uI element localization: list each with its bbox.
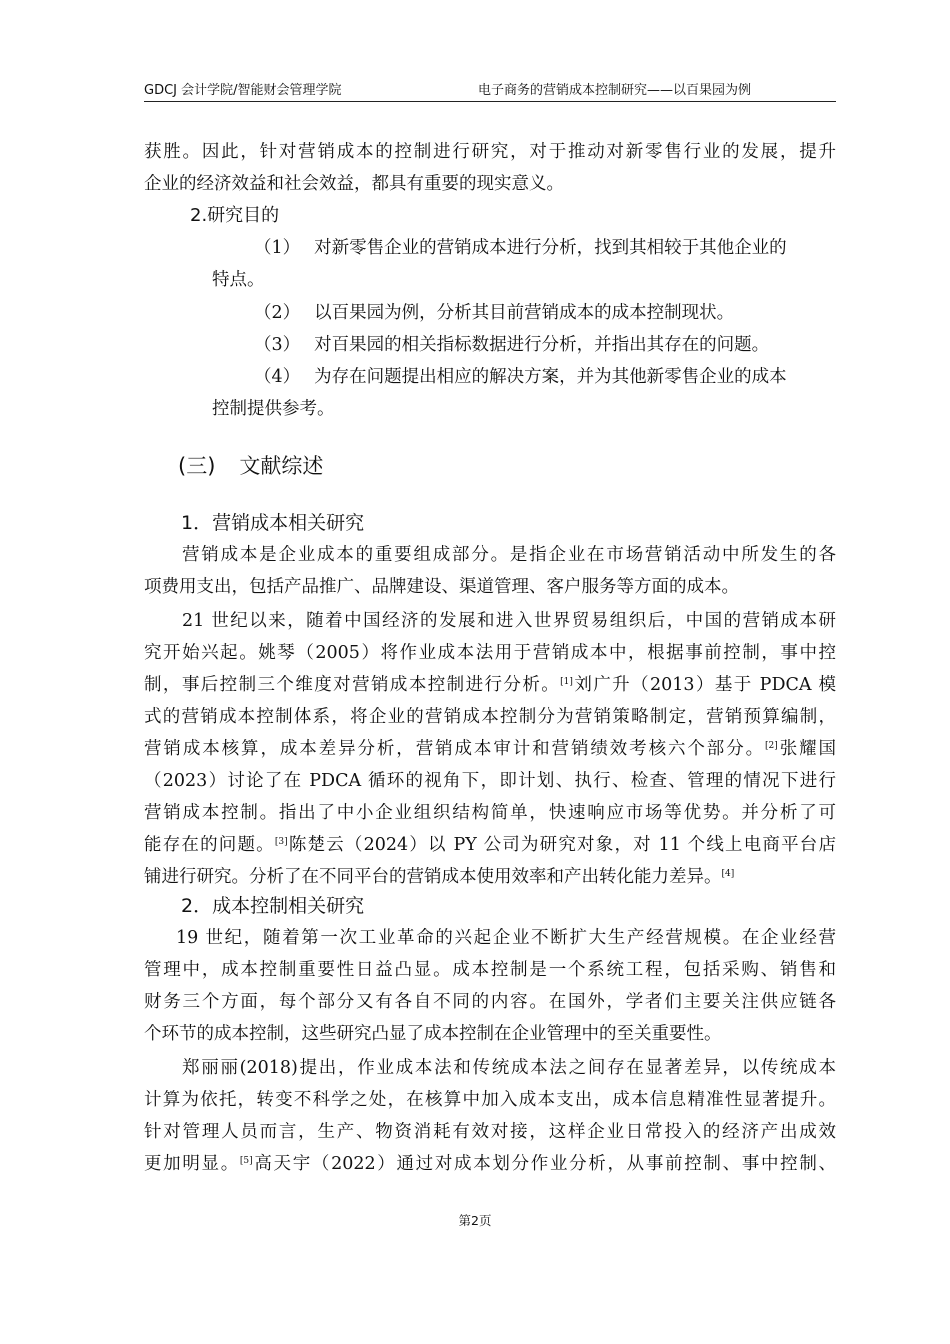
paragraph-line: 营销成本是企业成本的重要组成部分。是指企业在市场营销活动中所发生的各 bbox=[182, 545, 836, 565]
citation: [3] bbox=[274, 837, 288, 847]
text-run: 营销成本核算，成本差异分析，营销成本审计和营销绩效考核六个部分。 bbox=[144, 739, 766, 759]
text-run: 制，事后控制三个维度对营销成本控制进行分析。 bbox=[144, 675, 561, 695]
section-number: (三) bbox=[178, 454, 216, 478]
paragraph-line: 个环节的成本控制，这些研究凸显了成本控制在企业管理中的至关重要性。 bbox=[144, 1024, 722, 1044]
text-run: 张耀国 bbox=[777, 739, 837, 759]
paragraph-line: 财务三个方面，每个部分又有各自不同的内容。在国外，学者们主要关注供应链各 bbox=[144, 992, 836, 1012]
paragraph-line bbox=[144, 674, 836, 696]
list-item-number: （4） bbox=[254, 367, 301, 387]
list-item bbox=[254, 334, 769, 356]
list-item bbox=[254, 366, 787, 388]
paragraph-line bbox=[144, 1153, 836, 1175]
paragraph-line: 管理中，成本控制重要性日益凸显。成本控制是一个系统工程，包括采购、销售和 bbox=[144, 960, 836, 980]
text-run: 铺进行研究。分析了在不同平台的营销成本使用效率和产出转化能力差异。 bbox=[144, 867, 722, 887]
list-item-number: （2） bbox=[254, 303, 301, 323]
text-run: 陈楚云（2024）以 PY 公司为研究对象，对 11 个线上电商平台店 bbox=[287, 835, 836, 855]
text-run: 能存在的问题。 bbox=[144, 835, 275, 855]
paragraph-line: 项费用支出，包括产品推广、品牌建设、渠道管理、客户服务等方面的成本。 bbox=[144, 577, 739, 597]
paragraph-line: 究开始兴起。姚琴（2005）将作业成本法用于营销成本中，根据事前控制，事中控 bbox=[144, 643, 836, 663]
paragraph-line: 式的营销成本控制体系，将企业的营销成本控制分为营销策略制定，营销预算编制， bbox=[144, 707, 836, 727]
text-run: 刘广升（2013）基于 PDCA 模 bbox=[572, 675, 836, 695]
paragraph-line: 计算为依托，转变不科学之处，在核算中加入成本支出，成本信息精准性显著提升。 bbox=[144, 1090, 836, 1110]
section-title: 文献综述 bbox=[239, 454, 324, 478]
list-item-continuation: 特点。 bbox=[212, 270, 265, 290]
paragraph-line: 针对管理人员而言，生产、物资消耗有效对接，这样企业日常投入的经济产出成效 bbox=[144, 1122, 836, 1142]
paragraph-line bbox=[144, 834, 836, 856]
page-number: 第2页 bbox=[458, 1213, 492, 1228]
list-item-text: 为存在问题提出相应的解决方案，并为其他新零售企业的成本 bbox=[314, 367, 787, 387]
paragraph-line bbox=[144, 738, 836, 760]
list-item bbox=[254, 302, 734, 324]
text-run: 高天宇（2022）通过对成本划分作业分析，从事前控制、事中控制、 bbox=[252, 1154, 836, 1174]
list-item-number: （3） bbox=[254, 335, 301, 355]
section-heading bbox=[178, 453, 323, 479]
list-item-text: 以百果园为例，分析其目前营销成本的成本控制现状。 bbox=[314, 303, 735, 323]
subsection-heading: 1．营销成本相关研究 bbox=[181, 512, 365, 534]
header-right: 电子商务的营销成本控制研究——以百果园为例 bbox=[478, 83, 752, 98]
paragraph-line: 19 世纪，随着第一次工业革命的兴起企业不断扩大生产经营规模。在企业经营 bbox=[176, 928, 836, 948]
paragraph-line: 企业的经济效益和社会效益，都具有重要的现实意义。 bbox=[144, 174, 564, 194]
purpose-heading: 2.研究目的 bbox=[190, 205, 280, 226]
paragraph-line: 郑丽丽(2018)提出，作业成本法和传统成本法之间存在显著差异，以传统成本 bbox=[182, 1058, 836, 1078]
paragraph-line: 获胜。因此，针对营销成本的控制进行研究，对于推动对新零售行业的发展，提升 bbox=[144, 142, 836, 162]
paragraph-line bbox=[144, 866, 734, 888]
paragraph-line: 营销成本控制。指出了中小企业组织结构简单，快速响应市场等优势。并分析了可 bbox=[144, 803, 836, 823]
list-item-number: （1） bbox=[254, 238, 301, 258]
list-item-text: 对新零售企业的营销成本进行分析，找到其相较于其他企业的 bbox=[314, 238, 787, 258]
citation: [4] bbox=[721, 869, 735, 879]
citation: [5] bbox=[239, 1156, 253, 1166]
paragraph-line: （2023）讨论了在 PDCA 循环的视角下，即计划、执行、检查、管理的情况下进行 bbox=[144, 771, 836, 791]
list-item-continuation: 控制提供参考。 bbox=[212, 399, 335, 419]
paragraph-line: 21 世纪以来，随着中国经济的发展和进入世界贸易组织后，中国的营销成本研 bbox=[182, 611, 836, 631]
header-left: GDCJ 会计学院/智能财会管理学院 bbox=[144, 83, 342, 98]
header-divider bbox=[144, 101, 836, 102]
citation: [2] bbox=[765, 741, 778, 751]
citation: [1] bbox=[560, 677, 573, 687]
text-run: 更加明显。 bbox=[144, 1154, 240, 1174]
list-item-text: 对百果园的相关指标数据进行分析，并指出其存在的问题。 bbox=[314, 335, 770, 355]
list-item bbox=[254, 237, 787, 259]
subsection-heading: 2．成本控制相关研究 bbox=[181, 895, 365, 917]
